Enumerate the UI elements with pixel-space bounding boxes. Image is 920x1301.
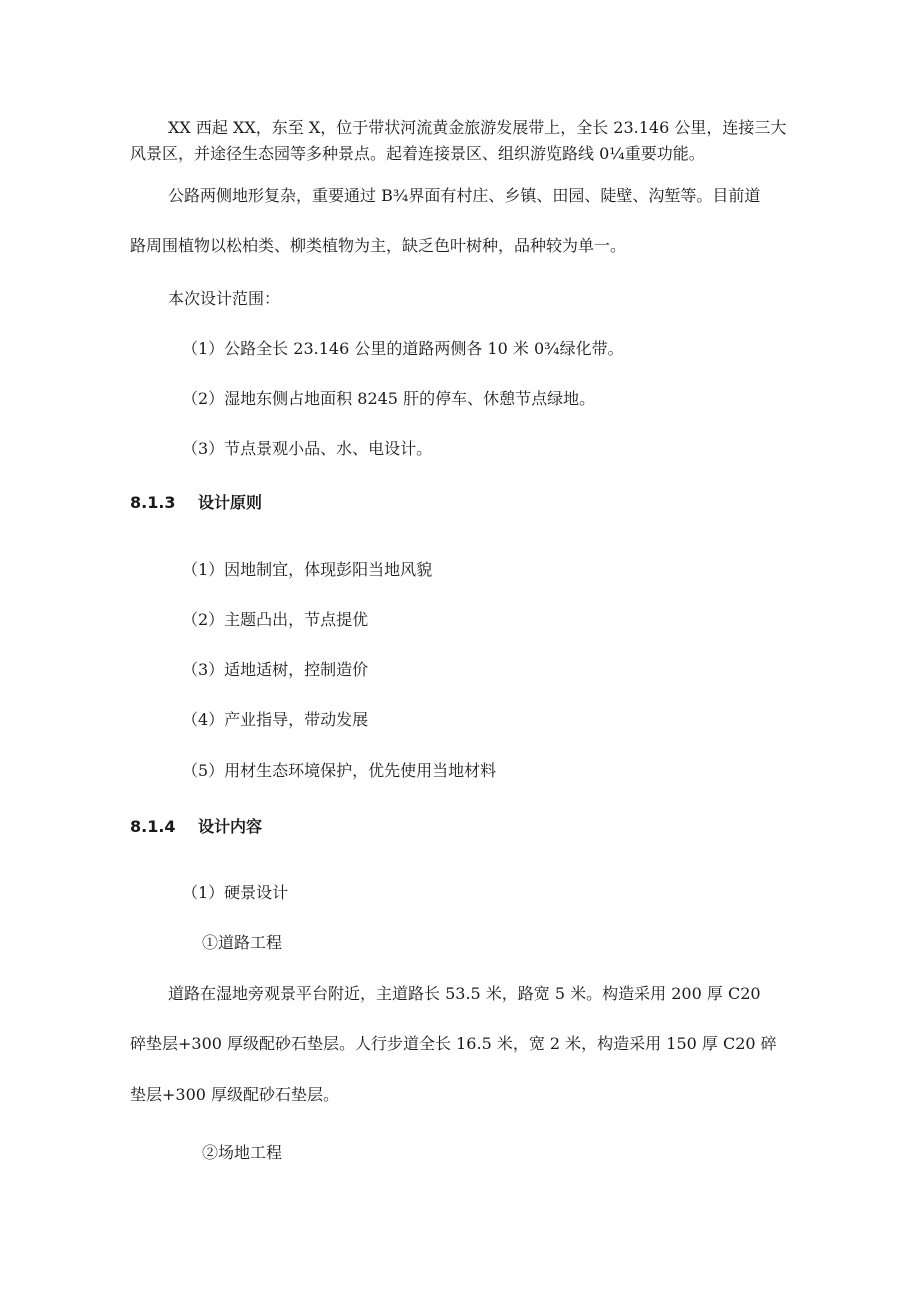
terrain-line-2: 路周围植物以松柏类、柳类植物为主，缺乏色叶树种，品种较为单一。 bbox=[130, 236, 627, 255]
road-line-1: 道路在湿地旁观景平台附近，主道路长 53.5 米，路宽 5 米。构造采用 200 厚 C20 bbox=[168, 984, 761, 1003]
terrain-line-1: 公路两侧地形复杂，重要通过 B¾界面有村庄、乡镇、田园、陡壁、沟堑等。目前道 bbox=[168, 186, 761, 205]
section-number: 8.1.4 bbox=[130, 817, 176, 836]
section-number: 8.1.3 bbox=[130, 493, 176, 512]
principle-item-3: （3）适地适树，控制造价 bbox=[182, 660, 369, 679]
section-heading-814 bbox=[130, 817, 262, 837]
principle-item-1: （1）因地制宜，体现彭阳当地风貌 bbox=[182, 560, 433, 579]
site-title: ②场地工程 bbox=[202, 1143, 283, 1162]
scope-title: 本次设计范围： bbox=[168, 289, 281, 308]
section-heading-813 bbox=[130, 493, 262, 513]
section-title: 设计内容 bbox=[198, 817, 263, 836]
scope-item-3: （3）节点景观小品、水、电设计。 bbox=[182, 439, 433, 458]
section-title: 设计原则 bbox=[198, 493, 263, 512]
principle-item-5: （5）用材生态环境保护，优先使用当地材料 bbox=[182, 761, 497, 780]
intro-line-1: XX 西起 XX，东至 X，位于带状河流黄金旅游发展带上，全长 23.146 公里，连接三大 bbox=[168, 118, 787, 137]
road-line-3: 垫层+300 厚级配砂石垫层。 bbox=[130, 1085, 340, 1104]
scope-item-2: （2）湿地东侧占地面积 8245 肝的停车、休憩节点绿地。 bbox=[182, 389, 596, 408]
scope-item-1: （1）公路全长 23.146 公里的道路两侧各 10 米 0¾绿化带。 bbox=[182, 339, 624, 358]
principle-item-2: （2）主题凸出，节点提优 bbox=[182, 610, 369, 629]
road-line-2: 碎垫层+300 厚级配砂石垫层。人行步道全长 16.5 米，宽 2 米，构造采用 150 厚 C20 碎 bbox=[130, 1034, 777, 1053]
intro-line-2: 风景区，并途径生态园等多种景点。起着连接景区、组织游览路线 0¼重要功能。 bbox=[130, 144, 705, 163]
principle-item-4: （4）产业指导，带动发展 bbox=[182, 710, 369, 729]
road-title: ①道路工程 bbox=[202, 933, 283, 952]
content-sub-1: （1）硬景设计 bbox=[182, 883, 289, 902]
